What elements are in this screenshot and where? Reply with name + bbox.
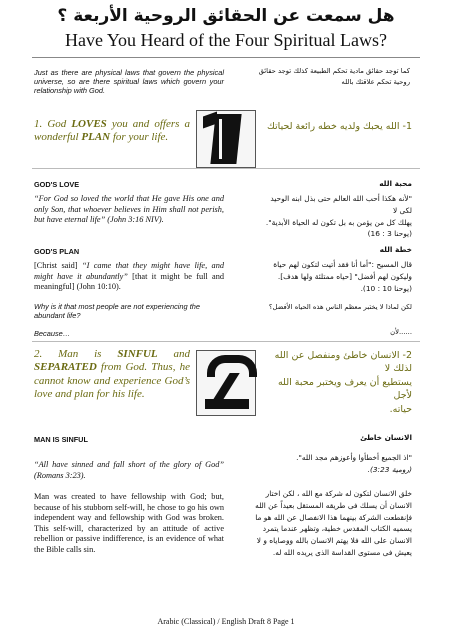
gods-plan-verse: [Christ said] “I came that they might have life, and might have it abundantly” [that it might be full and meaningful] (John 10:10). [34, 261, 225, 292]
page-title-english: Have You Heard of the Four Spiritual Laws? [65, 30, 387, 50]
page-title-arabic: هل سمعت عن الحقائق الروحية الأربعة ؟ [57, 6, 395, 26]
gods-plan-arabic [256, 259, 412, 294]
section-divider [32, 341, 420, 342]
because-english: Because… [34, 329, 71, 338]
intro-arabic-line: كما توجد حقائق مادية تحكم الطبيعة كذلك توجد حقائق [258, 67, 410, 75]
because-arabic: ......لأن [390, 328, 412, 336]
arabic-line: "اذ الجميع أخطأوا وأعوزهم مجد الله". [296, 453, 412, 462]
number-two-shape [205, 355, 245, 411]
question-arabic: لكن لماذا لا يختبر معظم الناس هذه الحياه الأفضل؟ [268, 303, 412, 311]
intro-english: Just as there are physical laws that govern the physical universe, so are there spiritual laws which govern your relationship with God. [34, 68, 224, 96]
arabic-line: يهلك كل من يؤمن به بل تكون له الحياة الأبدية". [265, 217, 412, 227]
gods-love-verse: “For God so loved the world that He gave His one and only Son, that whoever believes in Him shall not perish, but have eternal life” (John 3:16 NIV). [34, 194, 224, 225]
man-sinful-heading-arabic: الانسان خاطئ [360, 433, 412, 442]
arabic-line: 2- الانسان خاطئ ومنفصل عن الله لذلك لا [274, 350, 412, 375]
section-divider [32, 168, 420, 169]
title-divider [32, 57, 420, 58]
loves-emphasis: LOVES [71, 118, 107, 130]
gods-plan-heading-arabic: خطة الله [379, 245, 412, 254]
arabic-line: قال المسيح :"أما أنا فقد أتيت لتكون لهم حياة [273, 260, 412, 269]
law1-arabic: 1- الله يحبك ولديه خطه رائعة لحياتك [267, 121, 412, 132]
intro-arabic [258, 66, 410, 87]
arabic-reference: (يوحنا 3 : 16) [367, 229, 412, 239]
arabic-reference: (رومية 3:23). [367, 464, 412, 474]
man-sinful-verse-arabic [256, 452, 412, 476]
arabic-line: حياته. [389, 403, 412, 415]
law2-arabic [262, 349, 412, 416]
gods-plan-heading: GOD'S PLAN [34, 247, 80, 256]
arabic-line: يستطيع أن يعرف ويختبر محبة الله لأجل [277, 376, 412, 402]
arabic-line: الانسان أن يسلك فى طريقه المستقل بعيداً عن الله [255, 500, 412, 510]
number-highlight [219, 119, 222, 159]
page-footer: Arabic (Classical) / English Draft 8 Page 1 [157, 617, 295, 626]
plan-emphasis: PLAN [81, 131, 111, 144]
gods-love-heading: GOD'S LOVE [34, 180, 80, 189]
arabic-line: "لأنه هكذا أحب الله العالم حتى بذل ابنه الوحيد لكى لا [270, 194, 412, 215]
law1-number-graphic [196, 110, 256, 168]
man-sinful-verse: “All have sinned and fall short of the glory of God” (Romans 3:23). [34, 460, 224, 480]
separated-emphasis: SEPARATED [34, 361, 97, 374]
arabic-line: فإنقطعت الشركة بينهما هذا الانفصال عن الله هو ما [255, 512, 412, 522]
sinful-emphasis: SINFUL [117, 348, 158, 360]
arabic-line: خلق الانسان لتكون له شركة مع الله ، لكن اختار [265, 489, 412, 498]
arabic-line: وليكون لهم أفضل" [حياه ممتلئة ولها هدف]. [277, 271, 412, 281]
arabic-reference: (يوحنا 10 : 10). [360, 283, 412, 293]
gods-love-heading-arabic: محبة الله [379, 179, 412, 188]
man-sinful-body-arabic [252, 488, 412, 559]
question-english: Why is it that most people are not experiencing the abundant life? [34, 302, 200, 321]
arabic-line: يسميه الكتاب المقدس خطية، وتظهر عندما يتمرد [262, 524, 412, 534]
man-sinful-heading: MAN IS SINFUL [34, 435, 88, 444]
arabic-line: الانسان على الله فلا يهتم الانسان بالله ووصاياه و لا [256, 536, 412, 546]
law2-number-graphic [196, 350, 256, 416]
man-sinful-body: Man was created to have fellowship with God; but, because of his stubborn self-will, he chose to go his own independent way and fellowship with God was broken. This self-will, characterized by an attitude of active rebellion or passive indifference, is an evidence of what the Bible calls sin. [34, 492, 224, 554]
law1-statement: 1. God LOVES you and offers a wonderful PLAN for your life. [34, 118, 190, 144]
intro-arabic-line: روحية تحكم علاقتك بالله [341, 77, 410, 86]
gods-love-arabic [256, 193, 412, 240]
law2-statement: 2. Man is SINFUL and SEPARATED from God. Thus, he cannot know and experience God’s love and plan for his life. [34, 348, 191, 401]
arabic-line: يعيش فى مستوى القداسة الذى يريده الله له. [272, 547, 412, 557]
